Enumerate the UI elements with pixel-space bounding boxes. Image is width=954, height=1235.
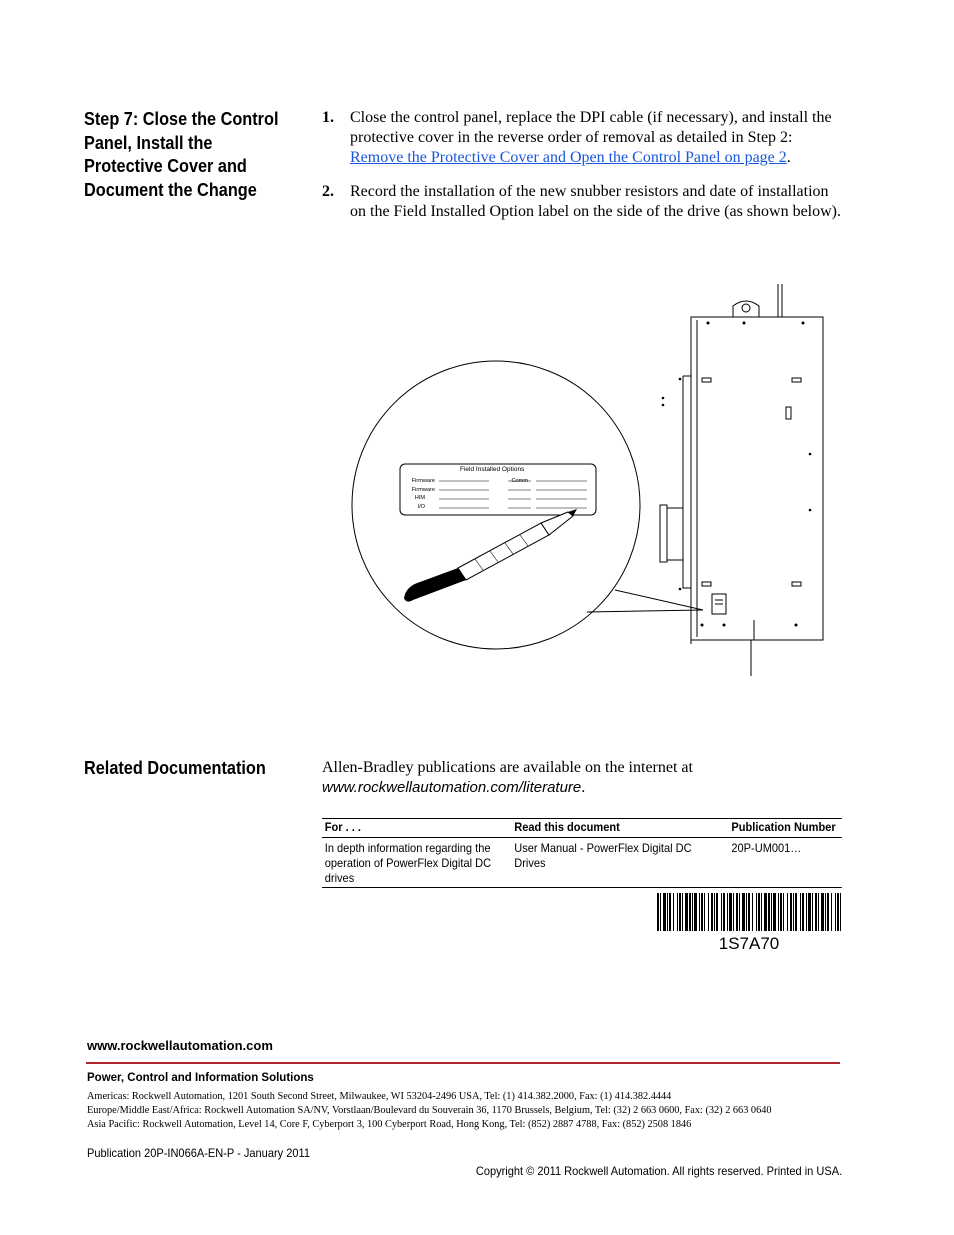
barcode-bar <box>808 893 811 931</box>
barcode-bar <box>795 893 797 931</box>
barcode-bar <box>673 893 674 931</box>
related-documentation-heading: Related Documentation <box>84 757 266 778</box>
table-header-row <box>322 819 842 838</box>
barcode-bar <box>812 893 813 931</box>
barcode-bar <box>663 893 666 931</box>
barcode-bar <box>736 893 738 931</box>
step-text: Record the installation of the new snubber resistors and date of installation on the Field Installed Option label on the side of the drive (as shown below). <box>350 183 842 220</box>
step-item-2 <box>322 182 847 222</box>
barcode-bar <box>701 893 703 931</box>
field-installed-option-illustration <box>350 280 850 680</box>
related-intro <box>322 758 842 798</box>
footer-url: www.rockwellautomation.com <box>87 1038 273 1053</box>
barcode-bar <box>723 893 725 931</box>
related-documentation-table <box>322 818 842 888</box>
barcode-bar <box>778 893 779 931</box>
barcode-bar <box>679 893 681 931</box>
label-field-comm: Comm <box>511 478 528 484</box>
barcode-bar <box>780 893 782 931</box>
barcode-bar <box>708 893 709 931</box>
barcode-bar <box>827 893 829 931</box>
barcode-bar <box>793 893 794 931</box>
label-field-firmware-1: Firmware <box>411 478 435 484</box>
footer-tagline: Power, Control and Information Solutions <box>87 1072 314 1084</box>
label-title: Field Installed Options <box>460 466 525 473</box>
step7-list <box>322 108 847 236</box>
table-cell: User Manual - PowerFlex Digital DC Drives <box>514 841 692 870</box>
col-header-publication: Publication Number <box>731 820 836 834</box>
barcode-bar <box>783 893 784 931</box>
barcode-bar <box>800 893 801 931</box>
barcode-bar <box>815 893 817 931</box>
barcode-bar <box>716 893 718 931</box>
step-number: 1. <box>322 109 334 126</box>
table-cell: 20P-UM001… <box>731 841 802 855</box>
barcode-bar <box>821 893 824 931</box>
barcode-bar <box>831 893 832 931</box>
barcode-bar <box>699 893 700 931</box>
barcode-bar <box>677 893 678 931</box>
label-field-him: HIM <box>414 495 425 501</box>
address-americas: Americas: Rockwell Automation, 1201 South Second Street, Milwaukee, WI 53204-2496 USA, Tel: (1) 414.382.2000, Fax: (1) 414.382.4444 <box>87 1091 672 1102</box>
footer-rule <box>86 1062 840 1064</box>
step-text-suffix: . <box>786 149 791 166</box>
barcode-bar <box>711 893 713 931</box>
address-emea: Europe/Middle East/Africa: Rockwell Automation SA/NV, Vorstlaan/Boulevard du Souverain 36, 1170 Brussels, Belgium, Tel: (32) 2 663 0600, Fax: (32) 2 663 0640 <box>87 1105 772 1116</box>
barcode-bar <box>773 893 776 931</box>
barcode-bar <box>768 893 770 931</box>
barcode-bar <box>758 893 760 931</box>
literature-url-suffix: . <box>581 779 586 796</box>
step2-link[interactable]: Remove the Protective Cover and Open the Control Panel on page 2 <box>350 149 787 166</box>
publication-number: Publication 20P-IN066A-EN-P - January 2011 <box>87 1146 310 1160</box>
copyright-notice: Copyright © 2011 Rockwell Automation. All rights reserved. Printed in USA. <box>475 1164 842 1178</box>
barcode-bar <box>761 893 762 931</box>
barcode-bar <box>694 893 697 931</box>
barcode-bar <box>685 893 688 931</box>
label-field-firmware-2: Firmware <box>411 487 435 493</box>
barcode-bar <box>657 893 659 931</box>
barcode-bar <box>667 893 668 931</box>
barcode-bar <box>742 893 745 931</box>
barcode-bar <box>746 893 747 931</box>
barcode-bar <box>739 893 740 931</box>
address-asia-pacific: Asia Pacific: Rockwell Automation, Level 14, Core F, Cyberport 3, 100 Cyberport Road, Hong Kong, Tel: (852) 2887 4788, Fax: (852) 2508 1846 <box>87 1119 692 1130</box>
barcode-bar <box>689 893 691 931</box>
literature-url: www.rockwellautomation.com/literature <box>322 779 582 796</box>
barcode-bar <box>727 893 728 931</box>
related-intro-text: Allen-Bradley publications are available on the internet at <box>322 759 693 776</box>
barcode-bar <box>692 893 693 931</box>
step-text: Close the control panel, replace the DPI cable (if necessary), and install the protective cover in the reverse order of removal as detailed in Step 2: <box>350 109 832 146</box>
barcode-bar <box>729 893 732 931</box>
barcode-bar <box>835 893 836 931</box>
barcode-bar <box>721 893 722 931</box>
barcode-text: 1S7A70 <box>718 934 780 953</box>
barcode-bar <box>733 893 734 931</box>
barcode-bar <box>802 893 804 931</box>
barcode-bar <box>748 893 750 931</box>
barcode-bar <box>660 893 661 931</box>
step7-heading: Step 7: Close the Control Panel, Install the Protective Cover and Document the Change <box>84 108 279 200</box>
barcode-bar <box>787 893 788 931</box>
barcode-bar <box>837 893 839 931</box>
barcode-bar <box>818 893 819 931</box>
barcode-bar <box>790 893 792 931</box>
barcode-bar <box>714 893 715 931</box>
col-header-for: For . . . <box>324 820 361 834</box>
table-cell: In depth information regarding the operation of PowerFlex Digital DC drives <box>324 841 492 885</box>
label-field-io: I/O <box>417 504 425 510</box>
step-number: 2. <box>322 183 334 200</box>
barcode-graphic <box>657 893 841 931</box>
barcode-bar <box>771 893 772 931</box>
barcode-bar <box>764 893 767 931</box>
table-row <box>322 838 842 888</box>
barcode-bar <box>669 893 671 931</box>
barcode-bar <box>704 893 705 931</box>
barcode-bar <box>825 893 826 931</box>
barcode-bar <box>682 893 683 931</box>
barcode-bar <box>806 893 807 931</box>
barcode-bar <box>756 893 757 931</box>
drive-chassis <box>691 317 823 640</box>
barcode-bar <box>840 893 841 931</box>
col-header-document: Read this document <box>514 820 620 834</box>
barcode-bar <box>752 893 753 931</box>
step-item-1 <box>322 108 847 168</box>
pen-icon <box>404 509 577 602</box>
magnifier-circle <box>352 361 640 649</box>
